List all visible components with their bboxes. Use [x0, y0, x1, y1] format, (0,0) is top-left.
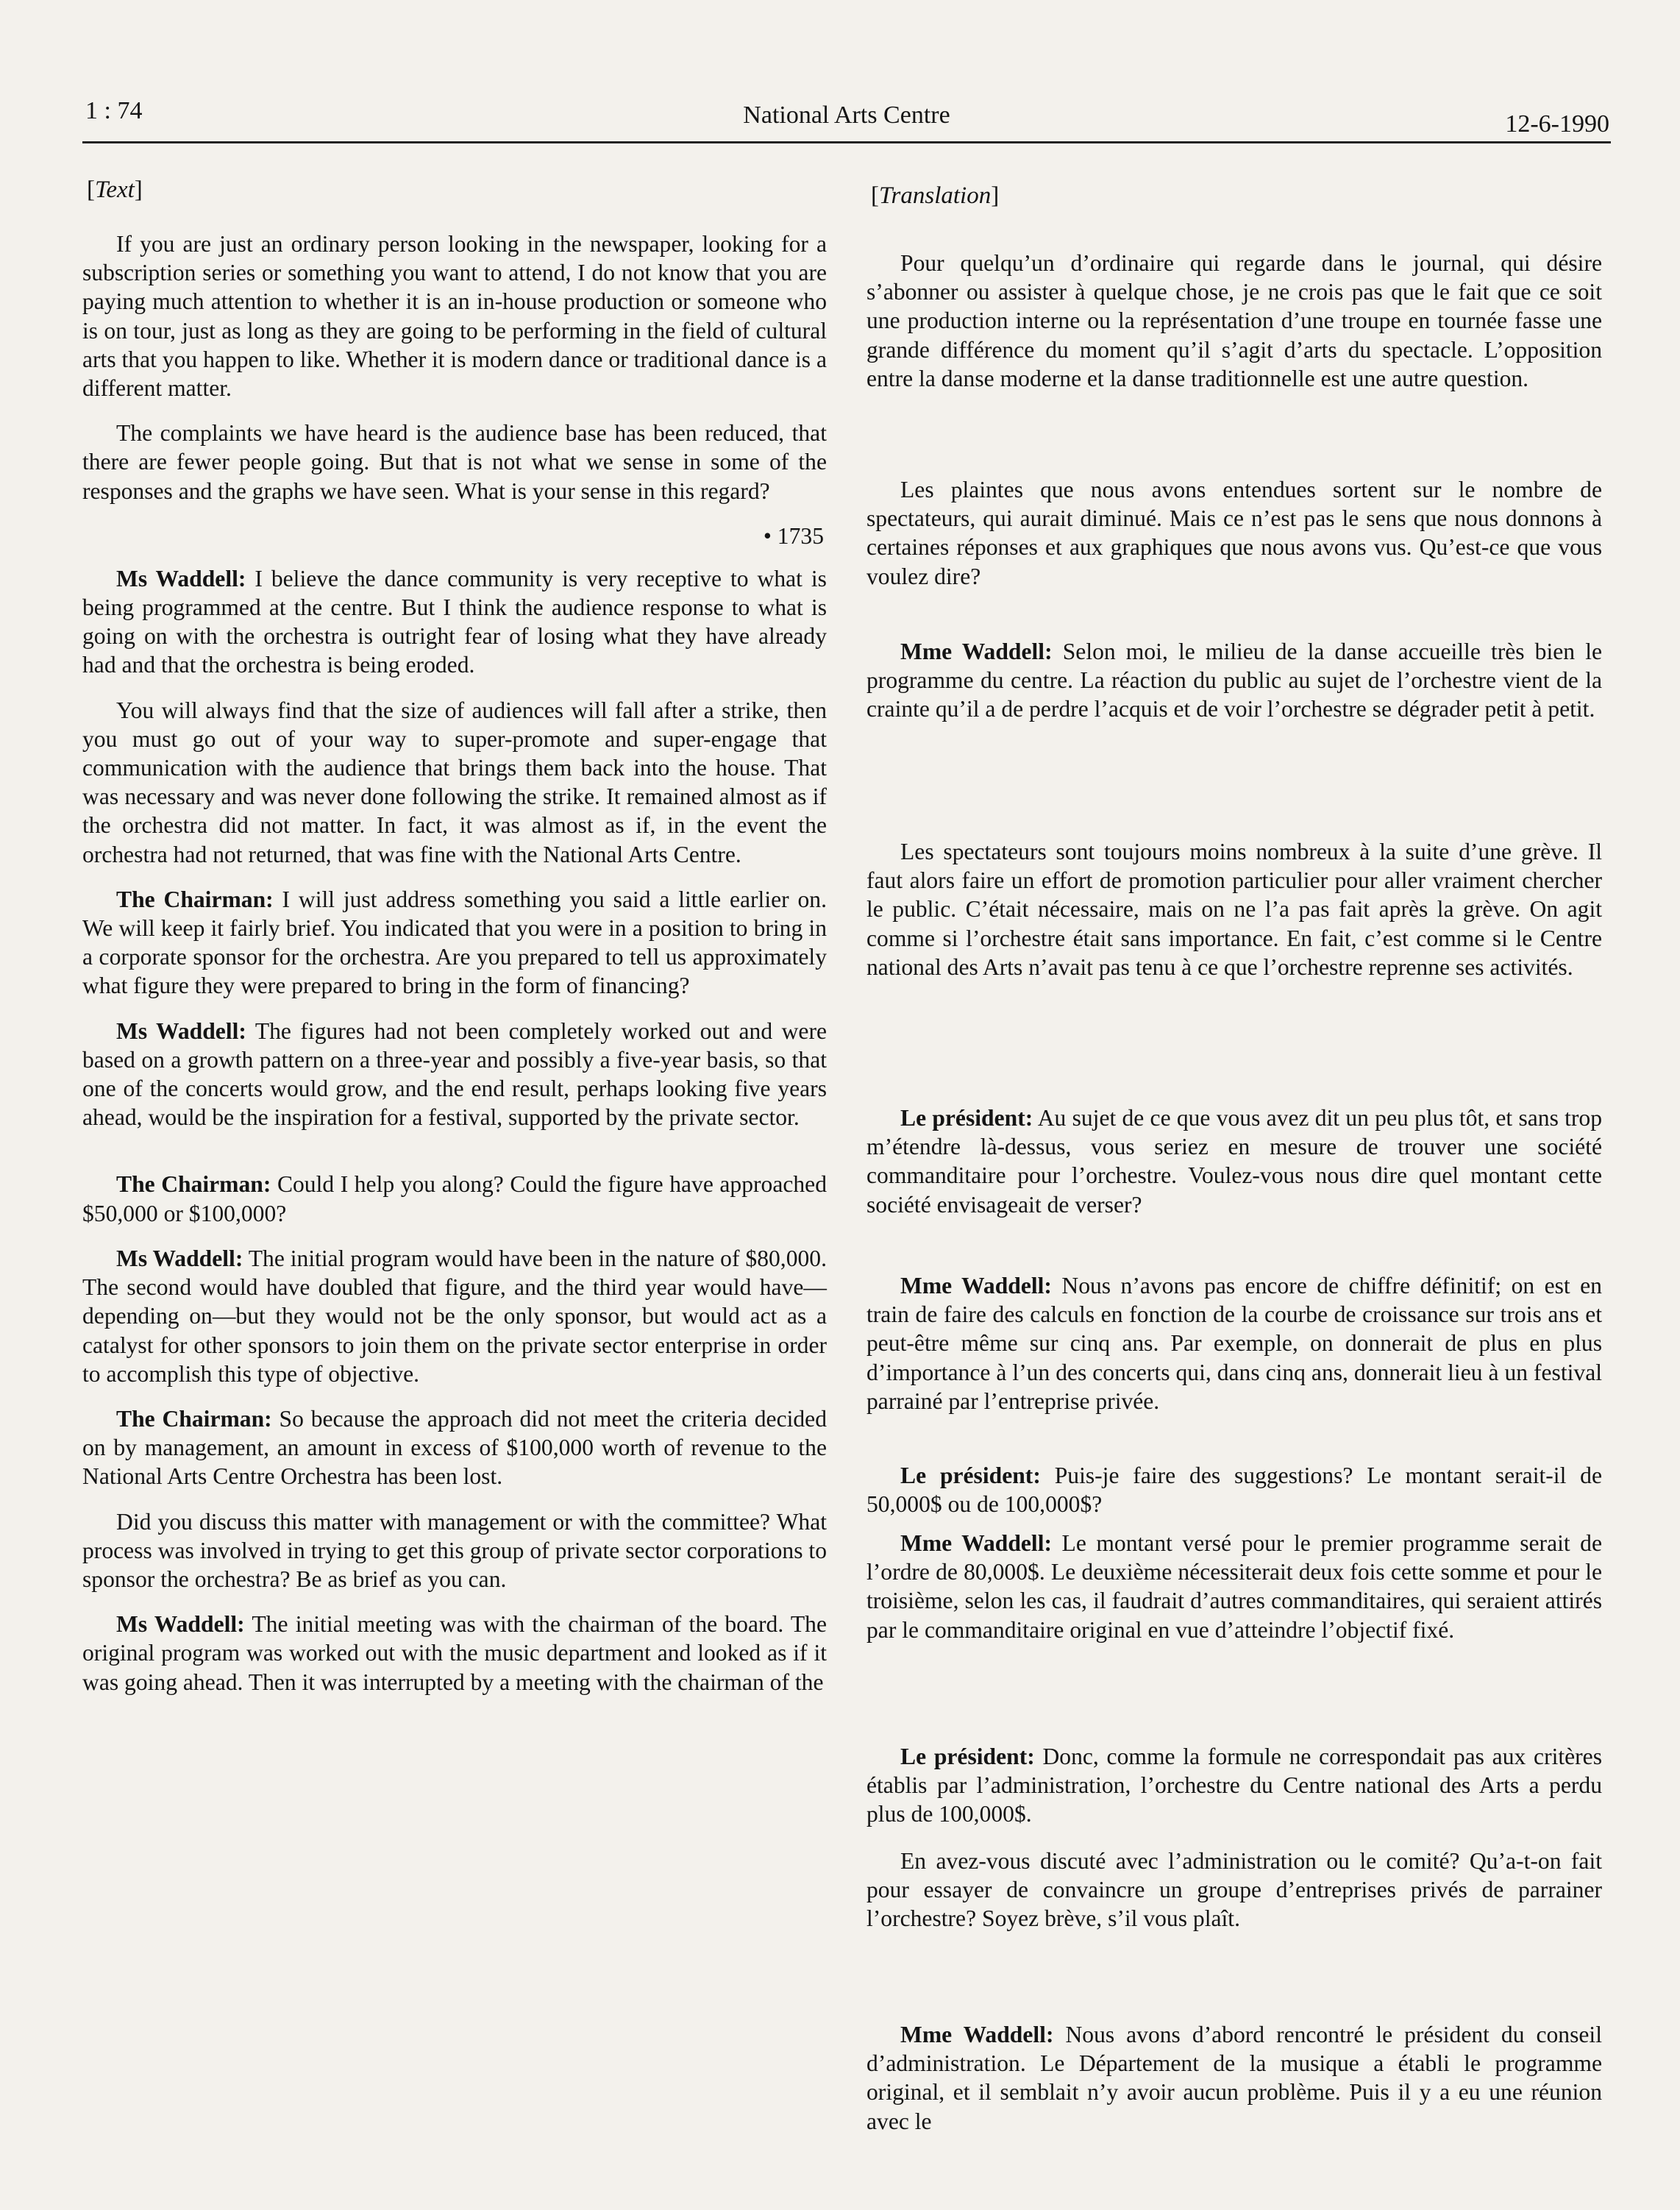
time-marker: • 1735	[763, 522, 824, 549]
language-tag-text: [Text]	[87, 177, 143, 203]
speaker-name: The Chairman:	[116, 1171, 271, 1198]
paragraph: Mme Waddell: Selon moi, le milieu de la danse accueille très bien le programme du centre. La réaction du public au sujet de l’orchestre vient de la crainte qu’il a de perdre l’acquis et de voir l’orchestre se dégrader petit à petit.	[866, 639, 1602, 722]
speaker-name: Ms Waddell:	[116, 1017, 246, 1044]
paragraph: Les spectateurs sont toujours moins nombreux à la suite d’une grève. Il faut alors faire un effort de promotion particulier pour aller vraiment chercher le public. C’était nécessaire, mais on ne l’a pas fait après la grève. On agit comme si l’orchestre était sans importance. En fait, c’est comme si le Centre national des Arts n’avait pas tenu à ce que l’orchestre reprenne ses activités.	[866, 839, 1602, 980]
paragraph: Pour quelqu’un d’ordinaire qui regarde dans le journal, qui désire s’abonner ou assister à quelque chose, je ne crois pas que le fait que ce soit une production interne ou la représentation d’une troupe en tournée fasse une grande différence du moment qu’il s’agit d’arts du spectacle. L’opposition entre la danse moderne et la danse traditionnelle est une autre question.	[866, 250, 1602, 391]
speaker-name: Mme Waddell:	[900, 1530, 1052, 1556]
paragraph: Le président: Donc, comme la formule ne correspondait pas aux critères établis par l’administration, l’orchestre du Centre national des Arts a perdu plus de 100,000$.	[866, 1744, 1603, 1827]
page-header	[82, 96, 1611, 143]
speaker-name: Le président:	[900, 1463, 1041, 1488]
speaker-name: Ms Waddell:	[116, 565, 246, 591]
paragraph: Ms Waddell: The figures had not been completely worked out and were based on a growth pattern on a three-year and possibly a five-year basis, so that one of the concerts would grow, and the end result, perhaps looking five years ahead, would be the inspiration for a festival, supported by the private sector.	[82, 1017, 827, 1131]
speaker-name: The Chairman:	[116, 1405, 272, 1432]
speaker-name: The Chairman:	[116, 886, 274, 912]
paragraph: Ms Waddell: The initial meeting was with the chairman of the board. The original program was worked out with the music department and looked as if it was going ahead. Then it was interrupted by a meeting with the chairman of the	[82, 1611, 827, 1695]
paragraph: Mme Waddell: Nous avons d’abord rencontré le président du conseil d’administration. Le Département de la musique a établi le programme original, et il semblait n’y avoir aucun problème. Puis il y a eu une réunion avec le	[866, 2022, 1602, 2134]
paragraph: You will always find that the size of audiences will fall after a strike, then you must go out of your way to super-promote and super-engage that communication with the audience that brings them back into the house. That was necessary and was never done following the strike. It remained almost as if the orchestra did not matter. In fact, it was almost as if, in the event the orchestra had not returned, that was fine with the National Arts Centre.	[82, 697, 827, 867]
speaker-name: Le président:	[900, 1105, 1033, 1131]
paragraph: The Chairman: Could I help you along? Could the figure have approached $50,000 or $100,000?	[82, 1171, 827, 1226]
paragraph: Ms Waddell: I believe the dance community is very receptive to what is being programmed at the centre. But I think the audience response to what is going on with the orchestra is outright fear of losing what they have already had and that the orchestra is being eroded.	[82, 565, 827, 678]
speaker-name: Le président:	[900, 1744, 1035, 1769]
paragraph: The Chairman: I will just address something you said a little earlier on. We will keep it fairly brief. You indicated that you were in a position to bring in a corporate sponsor for the orchestra. Are you prepared to tell us approximately what figure they were prepared to bring in the form of financing?	[82, 886, 827, 999]
paragraph: Les plaintes que nous avons entendues sortent sur le nombre de spectateurs, qui aurait diminué. Mais ce n’est pas le sens que nous donnons à certaines réponses et aux graphiques que nous avons vus. Qu’est-ce que vous voulez dire?	[866, 477, 1602, 589]
language-tag-translation: [Translation]	[871, 182, 1000, 209]
page-date: 12-6-1990	[1505, 110, 1609, 138]
paragraph: Le président: Au sujet de ce que vous avez dit un peu plus tôt, et sans trop m’étendre là-dessus, vous seriez en mesure de trouver une société commanditaire pour l’orchestre. Voulez-vous nous dire quel montant cette société envisageait de verser?	[866, 1105, 1602, 1218]
paragraph: The Chairman: So because the approach did not meet the criteria decided on by management, an amount in excess of $100,000 worth of revenue to the National Arts Centre Orchestra has been lost.	[82, 1405, 827, 1490]
running-title: National Arts Centre	[743, 102, 950, 129]
speaker-name: Ms Waddell:	[116, 1245, 243, 1271]
paragraph: Mme Waddell: Nous n’avons pas encore de chiffre définitif; on est en train de faire des calculs en fonction de la courbe de croissance sur trois ans et peut-être même sur cinq ans. Par exemple, on donnerait de plus en plus d’importance à l’un des concerts qui, dans cinq ans, donnerait lieu à un festival parrainé par l’entreprise privée.	[866, 1273, 1602, 1414]
paragraph: Le président: Puis-je faire des suggestions? Le montant serait-il de 50,000$ ou de 100,000$?	[866, 1463, 1603, 1518]
paragraph: The complaints we have heard is the audience base has been reduced, that there are fewer people going. But that is not what we sense in some of the responses and the graphs we have seen. What is your sense in this regard?	[82, 420, 827, 504]
page-number: 1 : 74	[85, 97, 143, 124]
paragraph: If you are just an ordinary person looking in the newspaper, looking for a subscription series or something you want to attend, I do not know that you are paying much attention to whether it is an in-house production or someone who is on tour, just as long as they are going to be performing in the field of cultural arts that you happen to like. Whether it is modern dance or traditional dance is a different matter.	[82, 231, 827, 402]
english-column	[82, 175, 827, 1713]
french-column	[866, 175, 1602, 2176]
paragraph: En avez-vous discuté avec l’administration ou le comité? Qu’a-t-on fait pour essayer de convaincre un groupe d’entreprises privés de parrainer l’orchestre? Soyez brève, s’il vous plaît.	[866, 1848, 1602, 1932]
speaker-name: Mme Waddell:	[900, 639, 1053, 664]
speaker-name: Mme Waddell:	[900, 1273, 1052, 1298]
speaker-name: Ms Waddell:	[116, 1611, 245, 1638]
paragraph: Mme Waddell: Le montant versé pour le premier programme serait de l’ordre de 80,000$. Le deuxième nécessiterait deux fois cette somme et pour le troisième, selon les cas, il faudrait d’autres commanditaires, qui seraient attirés par le commanditaire original en vue d’atteindre l’objectif fixé.	[866, 1530, 1602, 1643]
paragraph: Ms Waddell: The initial program would have been in the nature of $80,000. The second would have doubled that figure, and the third year would have—depending on—but they would not be the only sponsor, but would act as a catalyst for other sponsors to join them on the private sector enterprise in order to accomplish this type of objective.	[82, 1245, 827, 1387]
speaker-name: Mme Waddell:	[900, 2022, 1054, 2047]
paragraph: Did you discuss this matter with management or with the committee? What process was involved in trying to get this group of private sector corporations to sponsor the orchestra? Be as brief as you can.	[82, 1508, 827, 1592]
